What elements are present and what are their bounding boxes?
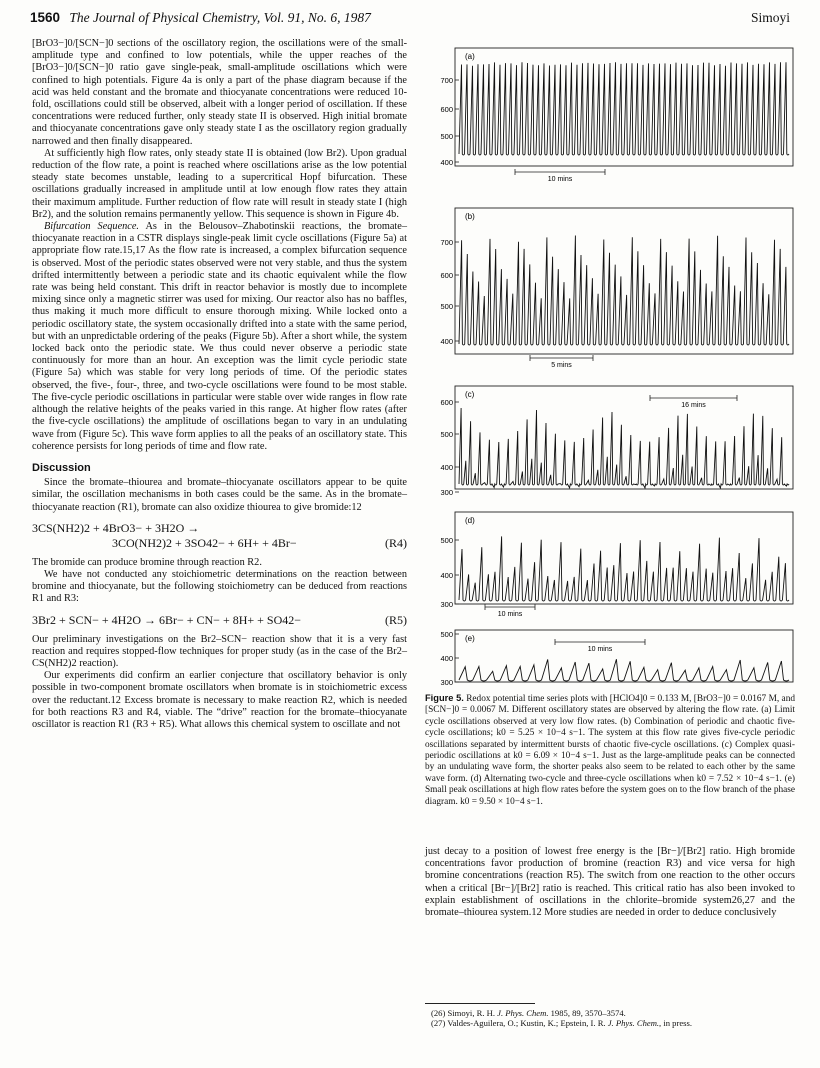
redox-potential-trace <box>459 408 789 488</box>
y-tick-label: 400 <box>440 337 453 346</box>
panel-label: (c) <box>465 390 475 399</box>
time-scale-bar <box>515 169 605 175</box>
paragraph: Our preliminary investigations on the Br2–SCN− reaction show that it is a very fast reaction and requires stopped-flow techniques for proper study (as in the case of the Br2–CS(NH2)2 reaction). <box>32 633 407 669</box>
panel-label: (a) <box>465 52 475 61</box>
footnote-rule <box>425 1003 535 1004</box>
panel-label: (b) <box>465 212 475 221</box>
figure-panel-a <box>425 38 795 194</box>
y-tick-label: 500 <box>440 536 453 545</box>
plot-frame <box>455 512 793 604</box>
caption-text: Redox potential time series plots with [HClO4]0 = 0.133 M, [BrO3−]0 = 0.0167 M, and [SCN−]0 = 0.0067 M. Different oscillatory states are observed by altering the flow rate. (a) Limit cycle oscillations observed at very low flow rates. (b) Combination of periodic and chaotic five-cycle oscillations; k0 = 5.25 × 10−4 s−1. The system at this flow rate gives five-cycle periodic oscillations separated by intermittent bursts of chaotic five-cycle oscillations. (c) Complex quasi-periodic oscillations at k0 = 6.09 × 10−4 s−1. Just as the large-amplitude peaks can be connected by an undulating wave form, the shorter peaks also seem to be related to each other by the same wave form. (d) Alternating two-cycle and three-cycle oscillations when k0 = 7.52 × 10−4 s−1. (e) Small peak oscillations at high flow rates before the system goes on to the flow branch of the phase diagram. k0 = 9.50 × 10−4 s−1. <box>425 694 795 807</box>
redox-potential-trace <box>459 62 789 155</box>
paragraph-text: As in the Belousov–Zhabotinskii reactions, the bromate–thiocyanate reaction in a CSTR displays single-peak limit cycle oscillations (Figure 5a) at appropriate flow rate.15,17 As the flow rate is increased, a complex bifurcation sequence is observed. Most of the periodic states observed were not very stable, and thus the system drifted intermittently between a periodic state and its chaotic equivalent while the flow rate was being held constant. This drift in reactor behavior is mostly due to incomplete mixing since only a magnetic stirrer was used for mixing. Our reactor also has no baffles, thus making it much more difficult to ensure thorough mixing. While locked onto a periodic oscillatory state, the system occasionally drifted into a state with the same period, but with an unpredictable ordering of the peaks (Figure 5b). After a short while, the system locked back onto the periodic state. We thus could never observe a periodic state continuously for more than an hour. An exception was the limit cycle periodic state (Figure 5a) which was stable for very long periods of time. Of the periodic states observed, the five-, four-, three, and two-cycle oscillations were found to be most stable. The five-cycle periodic oscillations in particular were stable over wide ranges in flow rate although the relative heights of the peaks varied in this range. At higher flow rates (after the five-cycle oscillations) the amplitude of oscillations began to vary in an undulating wave from (Figure 5c). This wave form applies to all the peaks of an oscillatory state. This coherence persists for long periods of time and flow rate. <box>32 221 408 452</box>
paragraph: At sufficiently high flow rates, only steady state II is obtained (low Br2). Upon gradual reduction of the flow rate, a point is reached where oscillations arise as the low potential steady state becomes unstable, leading to a supercritical Hopf bifurcation. These oscillations gradually increased in amplitude until at low enough flow rates they attain their maximum amplitude. Further reduction of flow rate will result in steady state I (high Br2), and the solution remains permanently yellow. This sequence is shown in Figure 4b. <box>32 147 407 220</box>
equation-tag: (R4) <box>385 535 407 550</box>
trace-plot <box>425 204 795 369</box>
time-scale-label: 10 mins <box>547 176 573 183</box>
paragraph-bifurcation <box>32 221 407 453</box>
y-tick-label: 400 <box>440 571 453 580</box>
time-scale-label: 10 mins <box>587 646 613 653</box>
ref-num: (27) <box>431 1018 446 1029</box>
figure-caption <box>425 693 795 808</box>
figure-panel-d <box>425 506 795 618</box>
redox-potential-trace <box>459 236 789 346</box>
y-tick-label: 300 <box>440 600 453 609</box>
panel-label: (e) <box>465 634 475 643</box>
y-tick-label: 400 <box>440 654 453 663</box>
author-name: Simoyi <box>750 10 790 25</box>
time-scale-bar <box>555 639 645 645</box>
ref-num: (26) <box>431 1008 446 1018</box>
equation-tag: (R5) <box>385 612 407 627</box>
ref-journal: J. Phys. Chem. <box>607 1018 660 1029</box>
y-tick-label: 500 <box>440 630 453 639</box>
equation-line: 3CS(NH2)2 + 4BrO3− + 3H2O → <box>32 520 200 535</box>
trace-plot <box>425 368 795 500</box>
paragraph: [BrO3−]0/[SCN−]0 sections of the oscillatory region, the oscillations were of the small-amplitude type and confined to low potentials, while the upper reaches of the [BrO3−]0/[SCN−]0 ratio gave single-peak, small-amplitude oscillations which were confined to high potentials. Figure 4a is only a part of the phase diagram because if the acid was held constant and the bromate and thiocyanate concentrations were reduced 10-fold, oscillations could still be observed, albeit with a longer period of oscillation. If these concentrations were reduced further, only steady state II is observed. High initial bromate and thiocyanate concentrations gave only steady state I as the oscillatory region gradually narrowed and then finally disappeared. <box>32 38 407 147</box>
y-tick-label: 600 <box>440 105 453 114</box>
paragraph: We have not conducted any stoichiometric determinations on the reaction between bromine and thiocyanate, but the following stoichiometry can be deduced from reactions R1 and R3: <box>32 568 407 605</box>
redox-potential-trace <box>459 536 789 601</box>
y-tick-label: 400 <box>440 463 453 472</box>
ref-details: , in press. <box>659 1018 692 1029</box>
section-heading: Discussion <box>32 461 91 474</box>
ref-details: 1985, 89, 3570–3574. <box>550 1008 626 1018</box>
references <box>425 1008 795 1029</box>
reference-item <box>425 1008 795 1018</box>
running-header <box>30 10 790 30</box>
ref-journal: J. Phys. Chem. <box>497 1008 549 1018</box>
plot-frame <box>455 630 793 682</box>
header-left <box>30 10 371 26</box>
time-scale-label: 5 mins <box>551 362 572 369</box>
time-scale-bar <box>485 604 535 610</box>
time-scale-bar <box>530 355 593 361</box>
y-tick-label: 300 <box>440 488 453 497</box>
equation-line: 3Br2 + SCN− + 4H2O → 6Br− + CN− + 8H+ + SO42− <box>32 612 302 627</box>
left-column <box>32 38 407 731</box>
time-scale-label: 10 mins <box>497 611 523 618</box>
y-tick-label: 500 <box>440 302 453 311</box>
y-tick-label: 600 <box>440 271 453 280</box>
ref-authors: Simoyi, R. H. <box>447 1008 495 1018</box>
redox-potential-trace <box>459 659 789 681</box>
y-tick-label: 700 <box>440 238 453 247</box>
equation-r5 <box>32 613 407 628</box>
trace-plot <box>425 38 795 194</box>
y-tick-label: 500 <box>440 132 453 141</box>
plot-frame <box>455 208 793 354</box>
paragraph: The bromide can produce bromine through reaction R2. <box>32 556 262 568</box>
trace-plot <box>425 506 795 618</box>
y-tick-label: 600 <box>440 398 453 407</box>
page-number: 1560 <box>30 10 61 25</box>
caption-label: Figure 5. <box>425 693 464 703</box>
figure-panel-c <box>425 368 795 500</box>
time-scale-label: 16 mins <box>681 402 706 409</box>
time-scale-bar <box>650 395 737 401</box>
y-tick-label: 700 <box>440 76 453 85</box>
reference-item <box>425 1018 795 1028</box>
journal-name: The Journal of Physical Chemistry, Vol. 91, No. 6, 1987 <box>69 10 371 25</box>
right-column-text <box>425 846 795 919</box>
y-tick-label: 500 <box>440 430 453 439</box>
subsection-lead: Bifurcation Sequence. <box>44 221 140 233</box>
y-tick-label: 300 <box>440 678 453 687</box>
y-tick-label: 400 <box>440 158 453 167</box>
ref-authors: Valdes-Aguilera, O.; Kustin, K.; Epstein, I. R. <box>447 1018 606 1029</box>
paragraph: Our experiments did confirm an earlier conjecture that oscillatory behavior is only possible in two-component bromate oscillators when bromate is in stoichiometric excess over the reductant.12 Excess bromate is necessary to make reaction R2, which is needed for both reactions R3 and R4, viable. The “drive” reaction for the bromate–thiocyanate oscillator is reaction R1 (R3 + R5). What allows this chemical system to oscillate and not <box>32 670 407 730</box>
paragraph: just decay to a position of lowest free energy is the [Br−]/[Br2] ratio. High bromide concentrations favor production of bromine (reaction R3) and vice versa for high bromine concentrations (reaction R5). The switch from one reaction to the other occurs when a critical [Br−]/[Br2] ratio is reached. This critical ratio has also been invoked to explain establishment of oscillations in the chlorite–bromide system26,27 and the bromate–thiourea system.12 More studies are needed in order to deduce conclusively <box>425 846 795 919</box>
panel-label: (d) <box>465 516 475 525</box>
equation-line: 3CO(NH2)2 + 3SO42− + 6H+ + 4Br− <box>112 535 297 550</box>
equation-r4 <box>32 521 407 551</box>
paragraph: Since the bromate–thiourea and bromate–thiocyanate oscillators appear to be quite similar, the oscillation mechanisms in both cases could be the same. As in the bromate–thiocyanate reaction (R1), bromate can also oxidize thiourea to give bromide:12 <box>32 477 407 513</box>
figure-panel-b <box>425 204 795 369</box>
